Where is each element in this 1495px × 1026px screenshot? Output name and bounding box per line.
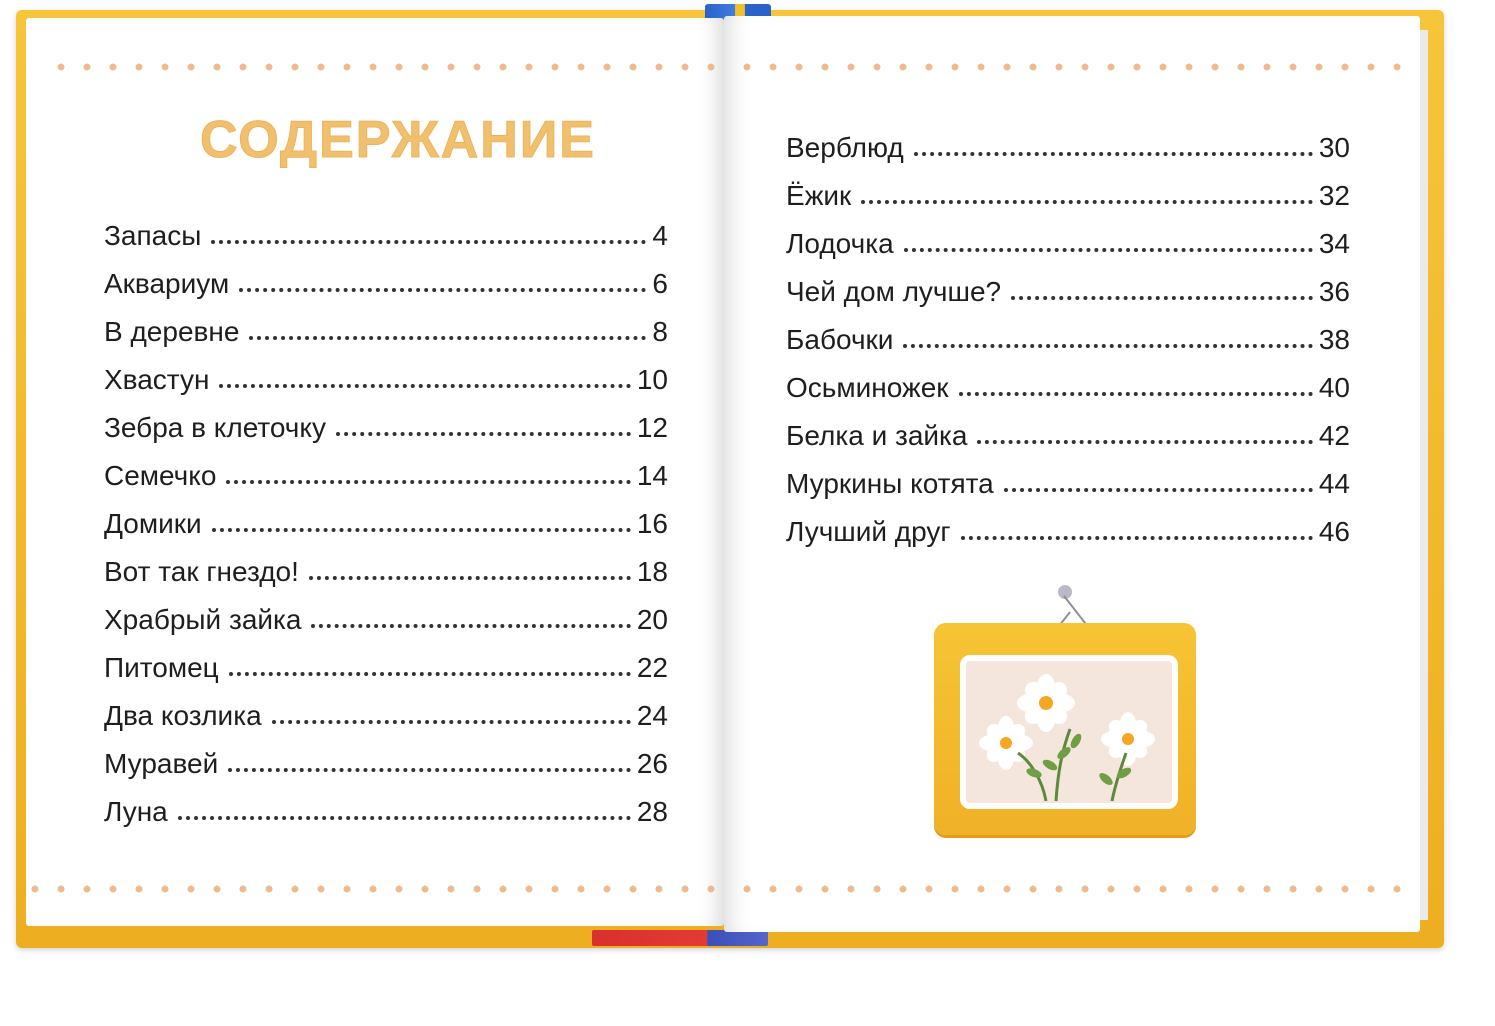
dot-leader [961,536,1313,540]
toc-entry-page-number: 32 [1318,180,1350,211]
toc-entry-page-number: 28 [636,796,668,827]
toc-entry-page-number: 44 [1318,468,1350,499]
toc-entry [104,300,668,348]
toc-entry [786,404,1350,452]
toc-entry-title: Муравей [104,748,224,780]
toc-entry-title: Бабочки [786,324,899,356]
dot-leader [311,624,630,628]
toc-entry-page-number: 22 [636,652,668,683]
dot-leader [219,384,630,388]
toc-entry-title: Питомец [104,652,225,684]
daisies-icon [966,661,1172,803]
framed-daisies-icon [934,585,1196,840]
toc-entry [104,636,668,684]
toc-entry-title: Два козлика [104,700,268,732]
toc-entry-title: Запасы [104,220,207,252]
toc-entry-title: Семечко [104,460,222,492]
toc-entry-page-number: 26 [636,748,668,779]
toc-entry-page-number: 8 [652,316,668,347]
toc-entry-title: Лодочка [786,228,900,260]
toc-entry-page-number: 38 [1318,324,1350,355]
bottom-dot-border-right [734,884,1410,894]
top-dot-border-right [734,62,1410,72]
toc-entry [104,204,668,252]
toc-entry [786,164,1350,212]
toc-entry-page-number: 20 [636,604,668,635]
toc-entry-title: Верблюд [786,132,910,164]
toc-entry [786,500,1350,548]
toc-entry [104,252,668,300]
page-edges [1420,30,1428,920]
toc-entry-page-number: 34 [1318,228,1350,259]
dot-leader [239,288,646,292]
toc-entry-page-number: 18 [636,556,668,587]
toc-entry-title: Храбрый зайка [104,604,307,636]
toc-entry [104,684,668,732]
page-title: СОДЕРЖАНИЕ [200,111,596,169]
toc-entry [104,396,668,444]
picture-canvas [960,655,1178,809]
toc-entry-page-number: 30 [1318,132,1350,163]
top-dot-border-left [48,62,716,72]
toc-entry [104,780,668,828]
toc-entry-title: Белка и зайка [786,420,973,452]
toc-entry-title: В деревне [104,316,245,348]
dot-leader [226,480,630,484]
dot-leader [336,432,631,436]
dot-leader [904,248,1313,252]
bookmark-ribbon-bottom [592,930,768,946]
toc-entry [104,348,668,396]
toc-list-right [786,116,1350,548]
toc-entry [104,732,668,780]
dot-leader [1004,488,1313,492]
toc-entry-page-number: 40 [1318,372,1350,403]
toc-entry-title: Лучший друг [786,516,957,548]
toc-entry-page-number: 14 [636,460,668,491]
dot-leader [228,768,631,772]
dot-leader [178,816,631,820]
bottom-dot-border-left [22,884,718,894]
dot-leader [977,440,1312,444]
toc-entry-title: Ёжик [786,180,857,212]
dot-leader [903,344,1312,348]
toc-entry [786,212,1350,260]
dot-leader [959,392,1313,396]
toc-entry-page-number: 16 [636,508,668,539]
toc-entry-title: Муркины котята [786,468,1000,500]
frame-string [1063,595,1088,626]
toc-entry [786,308,1350,356]
toc-entry-page-number: 46 [1318,516,1350,547]
dot-leader [249,336,646,340]
toc-list-left [104,204,668,828]
toc-entry-page-number: 12 [636,412,668,443]
dot-leader [212,528,631,532]
toc-entry-title: Чей дом лучше? [786,276,1007,308]
dot-leader [1011,296,1313,300]
toc-entry [786,452,1350,500]
toc-entry-title: Аквариум [104,268,235,300]
toc-entry-page-number: 10 [636,364,668,395]
toc-entry-page-number: 4 [652,220,668,251]
dot-leader [229,672,631,676]
toc-entry-title: Вот так гнездо! [104,556,305,588]
toc-entry-page-number: 6 [652,268,668,299]
toc-entry [104,444,668,492]
dot-leader [914,152,1313,156]
toc-entry [104,588,668,636]
picture-frame [934,623,1196,835]
dot-leader [309,576,631,580]
toc-entry [786,356,1350,404]
toc-entry [104,492,668,540]
toc-entry [786,260,1350,308]
dot-leader [272,720,631,724]
dot-leader [861,200,1313,204]
toc-entry [786,116,1350,164]
toc-entry-title: Луна [104,796,174,828]
toc-entry-title: Зебра в клеточку [104,412,332,444]
toc-entry-page-number: 24 [636,700,668,731]
toc-entry-title: Хвастун [104,364,215,396]
toc-entry [104,540,668,588]
dot-leader [211,240,646,244]
toc-entry-page-number: 36 [1318,276,1350,307]
toc-entry-title: Осьминожек [786,372,955,404]
toc-entry-title: Домики [104,508,208,540]
toc-entry-page-number: 42 [1318,420,1350,451]
